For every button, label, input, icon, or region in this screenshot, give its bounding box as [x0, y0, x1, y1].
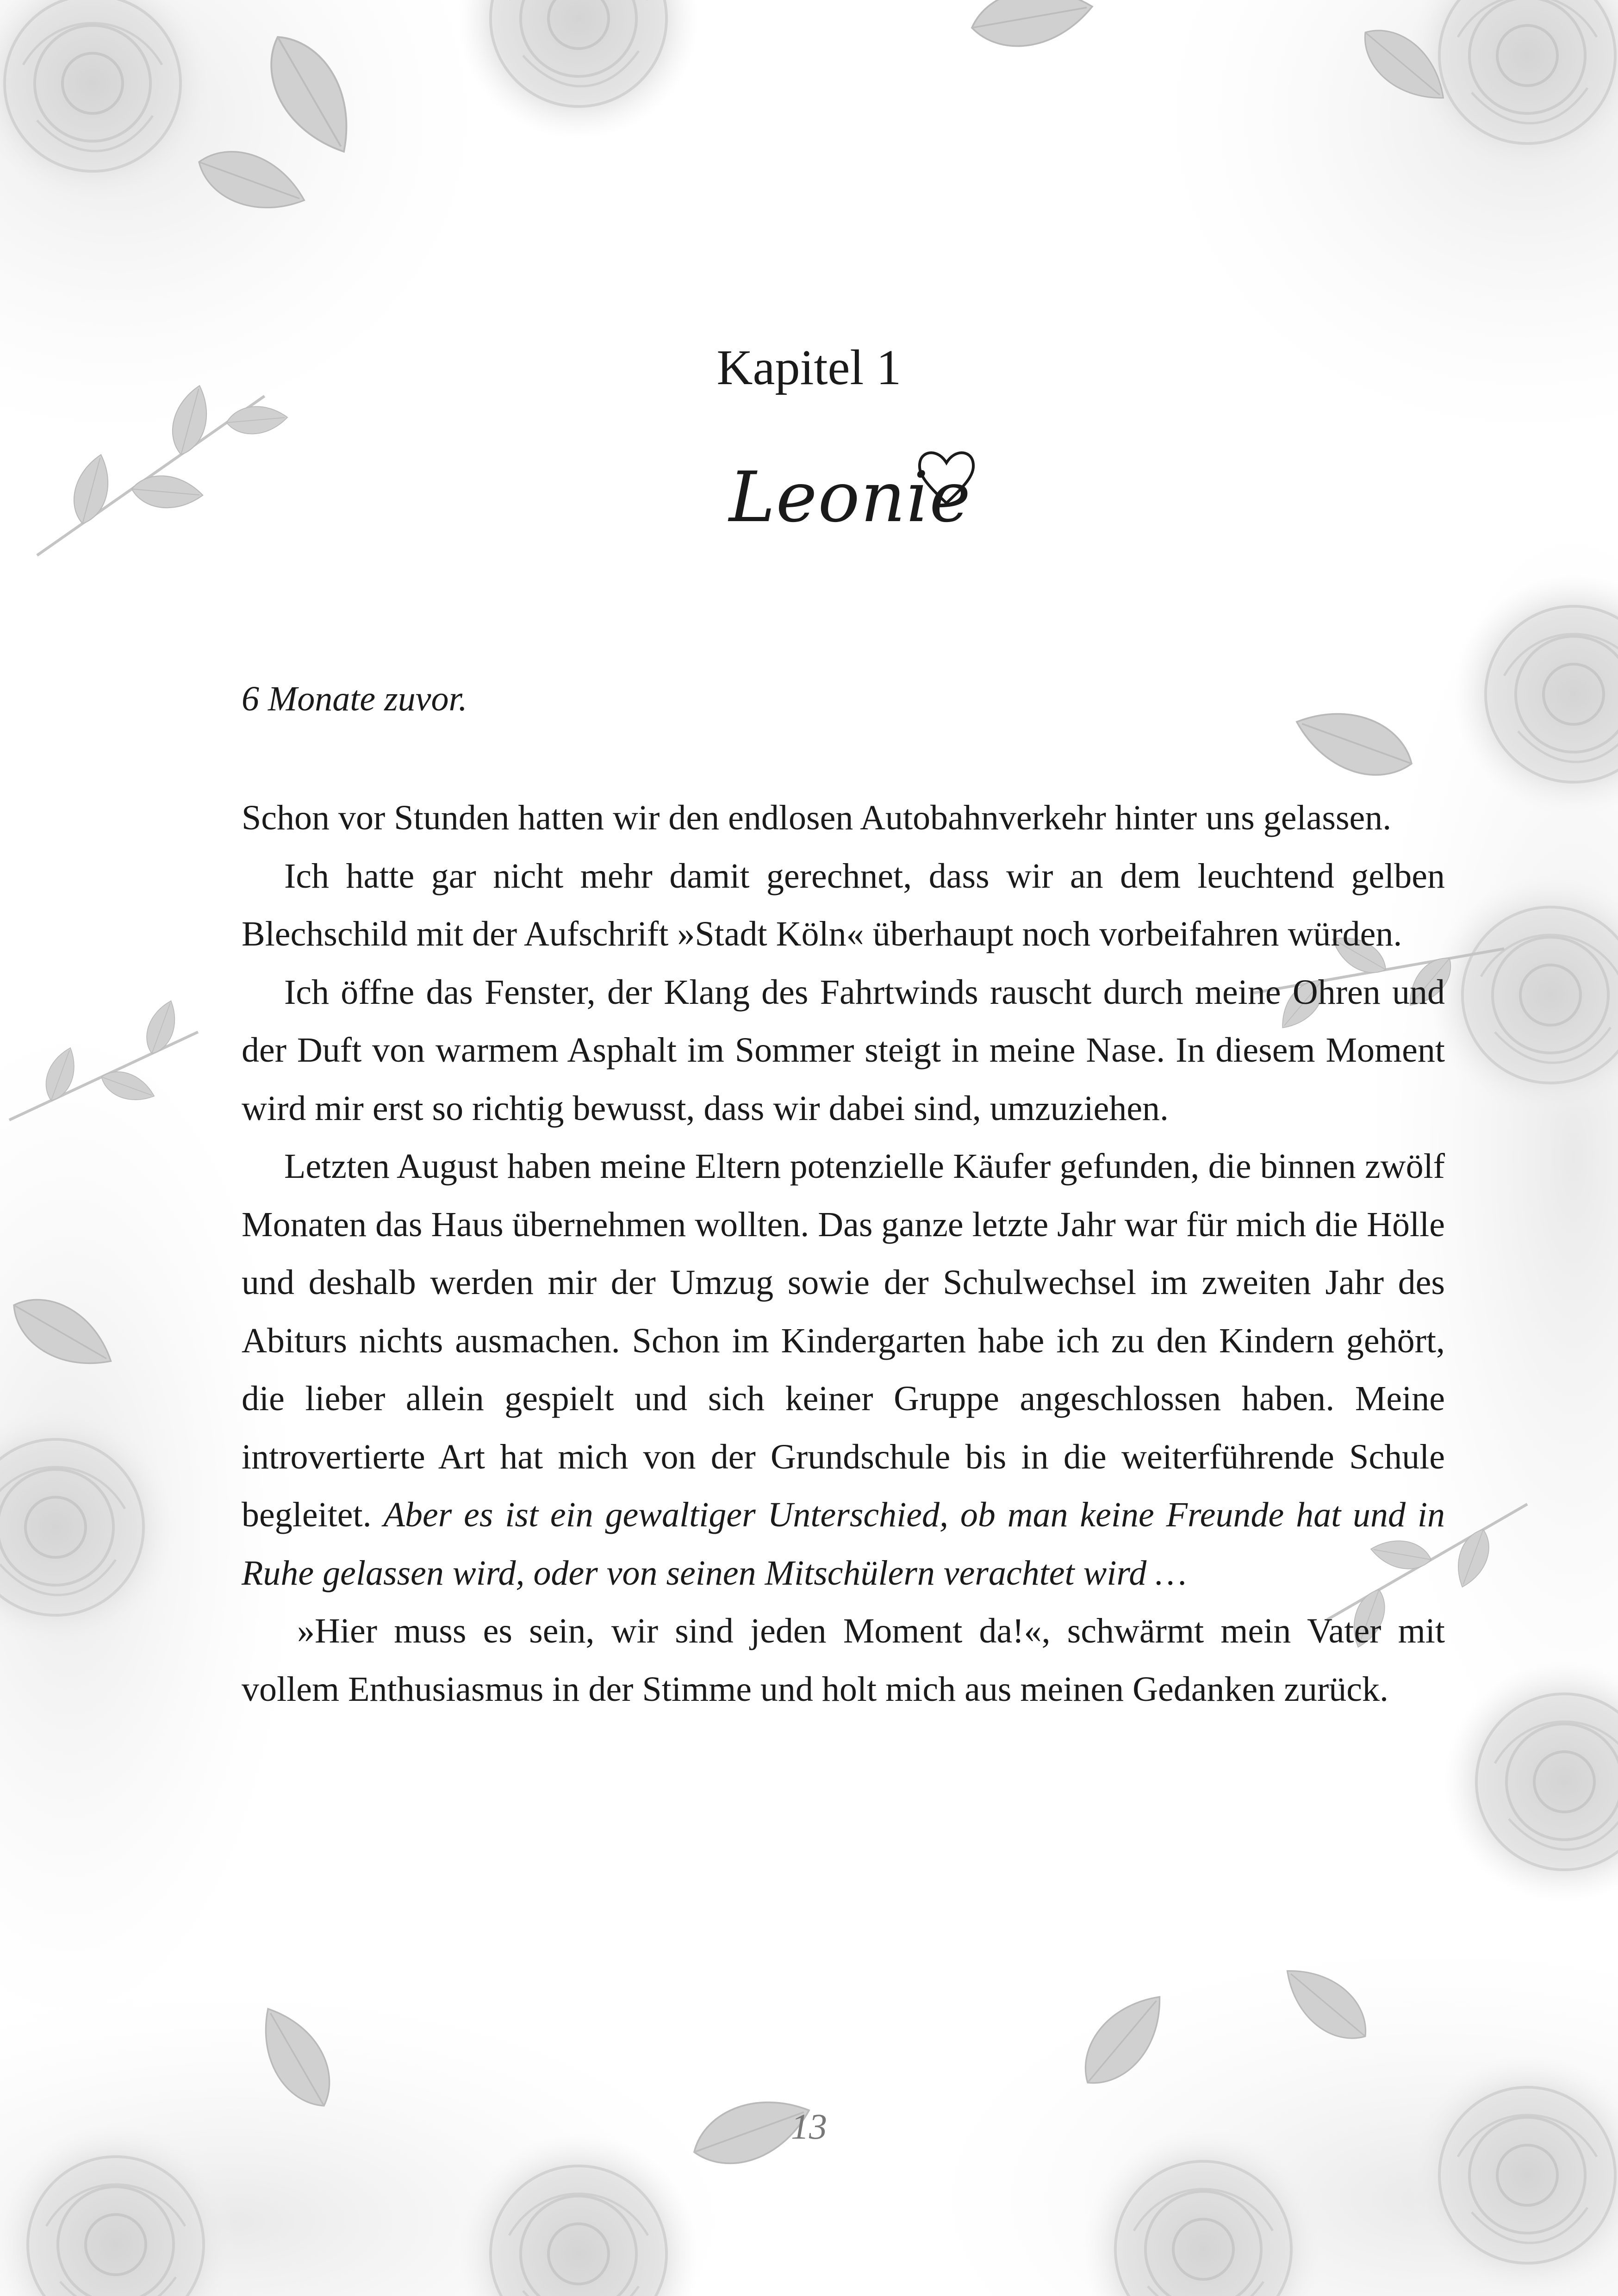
paragraph-text: Letzten August haben meine Eltern potenzielle Käufer gefunden, die binnen zwölf Monaten das Haus übernehmen wollten. Das ganze letzte Jahr war für mich die Hölle und deshalb werden mir der Umzug sowie der Schulwechsel im zweiten Jahr des Abiturs nichts ausmachen. Schon im Kindergarten habe ich zu den Kindern gehört, die lieber allein gespielt und sich keiner Gruppe angeschlossen haben. Meine introvertierte Art hat mich von der Grundschule bis in die weiterführende Schule begleitet.	[242, 1147, 1445, 1534]
page-number: 13	[791, 2106, 827, 2147]
narrator-name: Leonie	[729, 457, 972, 538]
heart-icon	[912, 442, 981, 511]
paragraph: Schon vor Stunden hatten wir den endlosen Autobahnverkehr hinter uns gelassen.	[242, 798, 1392, 837]
paragraph	[242, 1138, 1445, 1602]
chapter-title: Kapitel 1	[716, 340, 902, 395]
chapter-body	[242, 789, 1445, 1718]
paragraph: »Hier muss es sein, wir sind jeden Moment da!«, schwärmt mein Vater mit vollem Enthusiasmus in der Stimme und holt mich aus meinen Gedanken zurück.	[242, 1612, 1445, 1709]
paragraph: Ich öffne das Fenster, der Klang des Fahrtwinds rauscht durch meine Ohren und der Duft von warmem Asphalt im Sommer steigt in meine Nase. In diesem Moment wird mir erst so richtig bewusst, dass wir dabei sind, umzuziehen.	[242, 972, 1445, 1128]
dateline: 6 Monate zuvor.	[242, 679, 467, 718]
paragraph: Ich hatte gar nicht mehr damit gerechnet, dass wir an dem leuchtend gelben Blechschild mit der Aufschrift »Stadt Köln« überhaupt noch vorbeifahren würden.	[242, 856, 1445, 953]
inner-thought-italic: Aber es ist ein gewaltiger Unterschied, ob man keine Freunde hat und in Ruhe gelassen wird, oder von seinen Mitschülern verachtet wird …	[242, 1495, 1445, 1593]
chapter-narrator	[708, 433, 986, 562]
